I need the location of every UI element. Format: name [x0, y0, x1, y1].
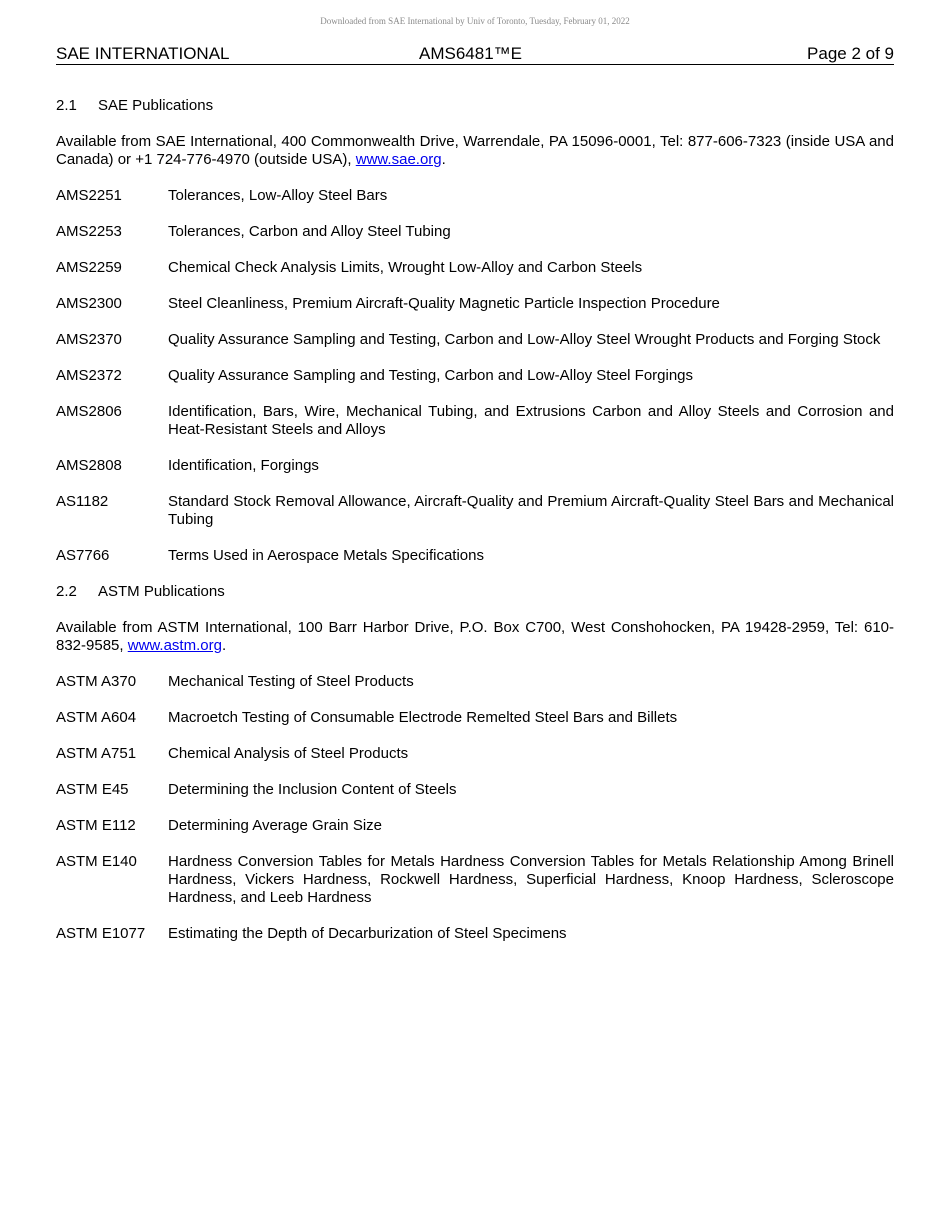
reference-code: AS7766: [56, 547, 110, 564]
sae-website-link[interactable]: www.sae.org: [355, 151, 442, 168]
reference-entry: [56, 709, 894, 727]
availability-paragraph-astm: [56, 619, 894, 655]
download-watermark: Downloaded from SAE International by Univ of Toronto, Tuesday, February 01, 2022: [320, 16, 630, 26]
reference-code: AMS2370: [56, 331, 122, 348]
reference-title: Terms Used in Aerospace Metals Specifications: [168, 547, 484, 564]
reference-code: ASTM A751: [56, 745, 137, 762]
reference-title: Mechanical Testing of Steel Products: [168, 673, 414, 690]
reference-entry: [56, 673, 894, 691]
reference-code: ASTM E45: [56, 781, 129, 798]
reference-code: AS1182: [56, 493, 109, 510]
reference-title: Chemical Check Analysis Limits, Wrought Low-Alloy and Carbon Steels: [168, 259, 643, 276]
reference-entry: [56, 295, 894, 313]
section-heading-astm: [56, 583, 894, 601]
availability-text: Available from SAE International, 400 Commonwealth Drive, Warrendale, PA 15096-0001, Tel: 877-606-7323 (inside USA and Canada) or +1 724-776-4970 (outside USA),: [56, 133, 894, 168]
reference-code: ASTM A370: [56, 673, 137, 690]
reference-code: ASTM E140: [56, 853, 137, 870]
section-heading-sae: [56, 97, 894, 115]
reference-title: Identification, Bars, Wire, Mechanical Tubing, and Extrusions Carbon and Alloy Steels and Corrosion and Heat-Resistant Steels and Alloys: [168, 403, 894, 438]
reference-entry: [56, 223, 894, 241]
reference-code: AMS2372: [56, 367, 122, 384]
reference-title: Macroetch Testing of Consumable Electrode Remelted Steel Bars and Billets: [168, 709, 678, 726]
reference-entry: [56, 745, 894, 763]
reference-entry: [56, 493, 894, 529]
reference-title: Identification, Forgings: [168, 457, 319, 474]
reference-entry: [56, 259, 894, 277]
reference-title: Quality Assurance Sampling and Testing, Carbon and Low-Alloy Steel Wrought Products and Forging Stock: [168, 331, 881, 348]
reference-title: Determining Average Grain Size: [168, 817, 382, 834]
availability-end: .: [221, 637, 227, 654]
reference-entry: [56, 853, 894, 907]
reference-title: Tolerances, Carbon and Alloy Steel Tubing: [168, 223, 451, 240]
reference-code: AMS2806: [56, 403, 122, 420]
availability-text: Available from ASTM International, 100 Barr Harbor Drive, P.O. Box C700, West Conshohocken, PA 19428-2959, Tel: 610-832-9585,: [56, 619, 894, 654]
header-document-id: AMS6481™E: [419, 44, 522, 63]
reference-code: AMS2808: [56, 457, 122, 474]
section-number: 2.1: [56, 97, 77, 114]
reference-code: ASTM E112: [56, 817, 136, 834]
document-body: [56, 97, 894, 961]
reference-entry: [56, 925, 894, 943]
reference-entry: [56, 547, 894, 565]
page-header: [56, 44, 894, 65]
reference-code: AMS2253: [56, 223, 122, 240]
reference-title: Steel Cleanliness, Premium Aircraft-Quality Magnetic Particle Inspection Procedure: [168, 295, 720, 312]
reference-entry: [56, 367, 894, 385]
reference-code: AMS2259: [56, 259, 122, 276]
reference-code: ASTM E1077: [56, 925, 146, 942]
reference-code: ASTM A604: [56, 709, 137, 726]
section-number: 2.2: [56, 583, 77, 600]
reference-entry: [56, 781, 894, 799]
section-title: ASTM Publications: [98, 583, 225, 600]
section-title: SAE Publications: [98, 97, 214, 114]
reference-code: AMS2251: [56, 187, 122, 204]
reference-entry: [56, 457, 894, 475]
reference-entry: [56, 331, 894, 349]
availability-end: .: [441, 151, 446, 168]
reference-title: Estimating the Depth of Decarburization of Steel Specimens: [168, 925, 567, 942]
reference-entry: [56, 817, 894, 835]
reference-entry: [56, 187, 894, 205]
availability-paragraph-sae: [56, 133, 894, 169]
astm-website-link[interactable]: www.astm.org: [127, 637, 222, 654]
reference-title: Chemical Analysis of Steel Products: [168, 745, 409, 762]
reference-entry: [56, 403, 894, 439]
reference-title: Quality Assurance Sampling and Testing, Carbon and Low-Alloy Steel Forgings: [168, 367, 694, 384]
reference-code: AMS2300: [56, 295, 122, 312]
reference-title: Tolerances, Low-Alloy Steel Bars: [168, 187, 388, 204]
header-organization: SAE INTERNATIONAL: [56, 44, 230, 63]
reference-title: Hardness Conversion Tables for Metals Hardness Conversion Tables for Metals Relationship Among Brinell Hardness, Vickers Hardness, Rockwell Hardness, Superficial Hardness, Knoop Hardness, Scleroscope Hardness, and Leeb Hardness: [168, 853, 894, 906]
reference-title: Standard Stock Removal Allowance, Aircraft-Quality and Premium Aircraft-Quality Steel Bars and Mechanical Tubing: [168, 493, 894, 528]
header-page-number: Page 2 of 9: [807, 44, 894, 63]
reference-title: Determining the Inclusion Content of Steels: [168, 781, 457, 798]
